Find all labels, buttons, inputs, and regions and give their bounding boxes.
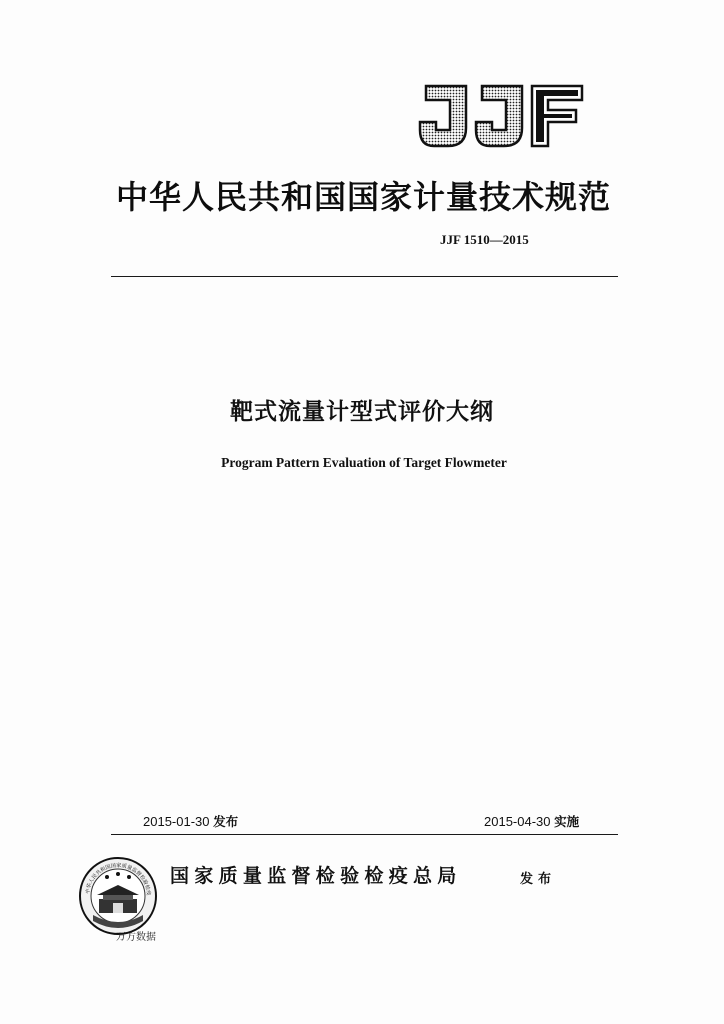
publisher-name: 国家质量监督检验检疫总局 xyxy=(170,865,462,887)
standard-type-title: 中华人民共和国国家计量技术规范 xyxy=(116,178,612,216)
watermark-text: 万方数据 xyxy=(116,932,156,943)
effective-label: 实施 xyxy=(554,814,580,829)
standard-code: JJF 1510—2015 xyxy=(440,232,529,247)
header-divider xyxy=(111,276,618,277)
document-title-cn: 靶式流量计型式评价大纲 xyxy=(230,399,494,425)
issue-label: 发布 xyxy=(213,814,239,829)
official-seal xyxy=(77,855,159,937)
document-title-en: Program Pattern Evaluation of Target Flowmeter xyxy=(221,455,507,470)
issue-date: 2015-01-30 xyxy=(143,814,210,829)
publish-verb: 发布 xyxy=(520,872,557,887)
seal-text: 中华人民共和国国家质量监督检验检疫 xyxy=(85,862,152,896)
footer-divider xyxy=(111,834,618,835)
jjf-logo xyxy=(416,80,586,152)
effective-date-line xyxy=(484,812,579,830)
seal-emblem xyxy=(77,855,159,937)
effective-date: 2015-04-30 xyxy=(484,814,551,829)
issue-date-line xyxy=(143,812,238,830)
jjf-logo-mark xyxy=(416,80,586,152)
